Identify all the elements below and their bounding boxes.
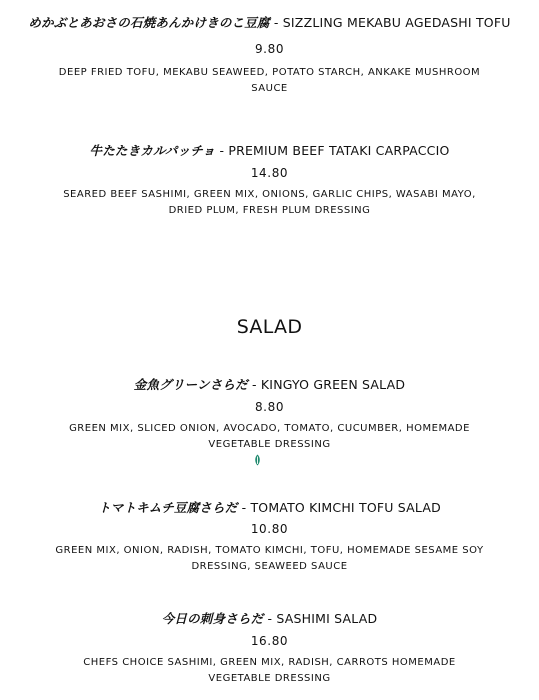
item-name-jp: トマトキムチ豆腐さらだ — [98, 500, 238, 515]
menu-item — [20, 376, 519, 453]
item-description-line: SAUCE — [251, 83, 288, 94]
item-name: 今日の刺身さらだ - SASHIMI SALAD — [161, 611, 378, 626]
item-name-jp: 牛たたきカルパッチョ — [89, 143, 216, 158]
item-name: 牛たたきカルパッチョ - PREMIUM BEEF TATAKI CARPACCIO — [89, 143, 450, 158]
item-name-en: TOMATO KIMCHI TOFU SALAD — [250, 500, 441, 515]
item-price: 10.80 — [250, 522, 289, 536]
item-name-jp: めかぶとあおさの石焼あんかけきのこ豆腐 — [28, 15, 270, 30]
item-description — [20, 187, 519, 219]
item-price: 14.80 — [250, 166, 289, 180]
menu-item — [20, 499, 519, 575]
item-name-en: SASHIMI SALAD — [276, 611, 378, 626]
item-description — [20, 65, 519, 97]
item-description-line: VEGETABLE DRESSING — [208, 673, 331, 684]
item-description — [20, 543, 519, 575]
item-description-line: DEEP FRIED TOFU, MEKABU SEAWEED, POTATO STARCH, ANKAKE MUSHROOM — [58, 67, 481, 78]
item-description — [20, 421, 519, 453]
item-price: 16.80 — [250, 634, 289, 648]
item-description — [20, 655, 519, 687]
menu-item — [20, 14, 519, 97]
item-description-line: GREEN MIX, ONION, RADISH, TOMATO KIMCHI, TOFU, HOMEMADE SESAME SOY — [55, 545, 484, 556]
item-price: 8.80 — [254, 400, 285, 414]
section-title-salad: SALAD — [236, 316, 303, 338]
item-name: 金魚グリーンさらだ - KINGYO GREEN SALAD — [133, 377, 406, 392]
item-name-en: PREMIUM BEEF TATAKI CARPACCIO — [228, 143, 450, 158]
item-name-jp: 金魚グリーンさらだ — [133, 377, 248, 392]
item-description-line: SEARED BEEF SASHIMI, GREEN MIX, ONIONS, GARLIC CHIPS, WASABI MAYO, — [63, 189, 476, 200]
menu-item — [20, 610, 519, 687]
item-name-en: KINGYO GREEN SALAD — [260, 377, 406, 392]
item-name-en: SIZZLING MEKABU AGEDASHI TOFU — [282, 15, 511, 30]
item-price: 9.80 — [254, 42, 285, 56]
item-description-line: CHEFS CHOICE SASHIMI, GREEN MIX, RADISH, CARROTS HOMEMADE — [83, 657, 456, 668]
menu-item — [20, 142, 519, 219]
item-description-line: DRIED PLUM, FRESH PLUM DRESSING — [168, 205, 371, 216]
item-name: めかぶとあおさの石焼あんかけきのこ豆腐 - SIZZLING MEKABU AGEDASHI TOFU — [28, 15, 511, 30]
item-name-jp: 今日の刺身さらだ — [161, 611, 264, 626]
item-description-line: VEGETABLE DRESSING — [208, 439, 331, 450]
item-name: トマトキムチ豆腐さらだ - TOMATO KIMCHI TOFU SALAD — [98, 500, 441, 515]
item-description-line: GREEN MIX, SLICED ONION, AVOCADO, TOMATO, CUCUMBER, HOMEMADE — [69, 423, 470, 434]
item-description-line: DRESSING, SEAWEED SAUCE — [191, 561, 348, 572]
vegetarian-leaf-icon — [254, 454, 261, 466]
